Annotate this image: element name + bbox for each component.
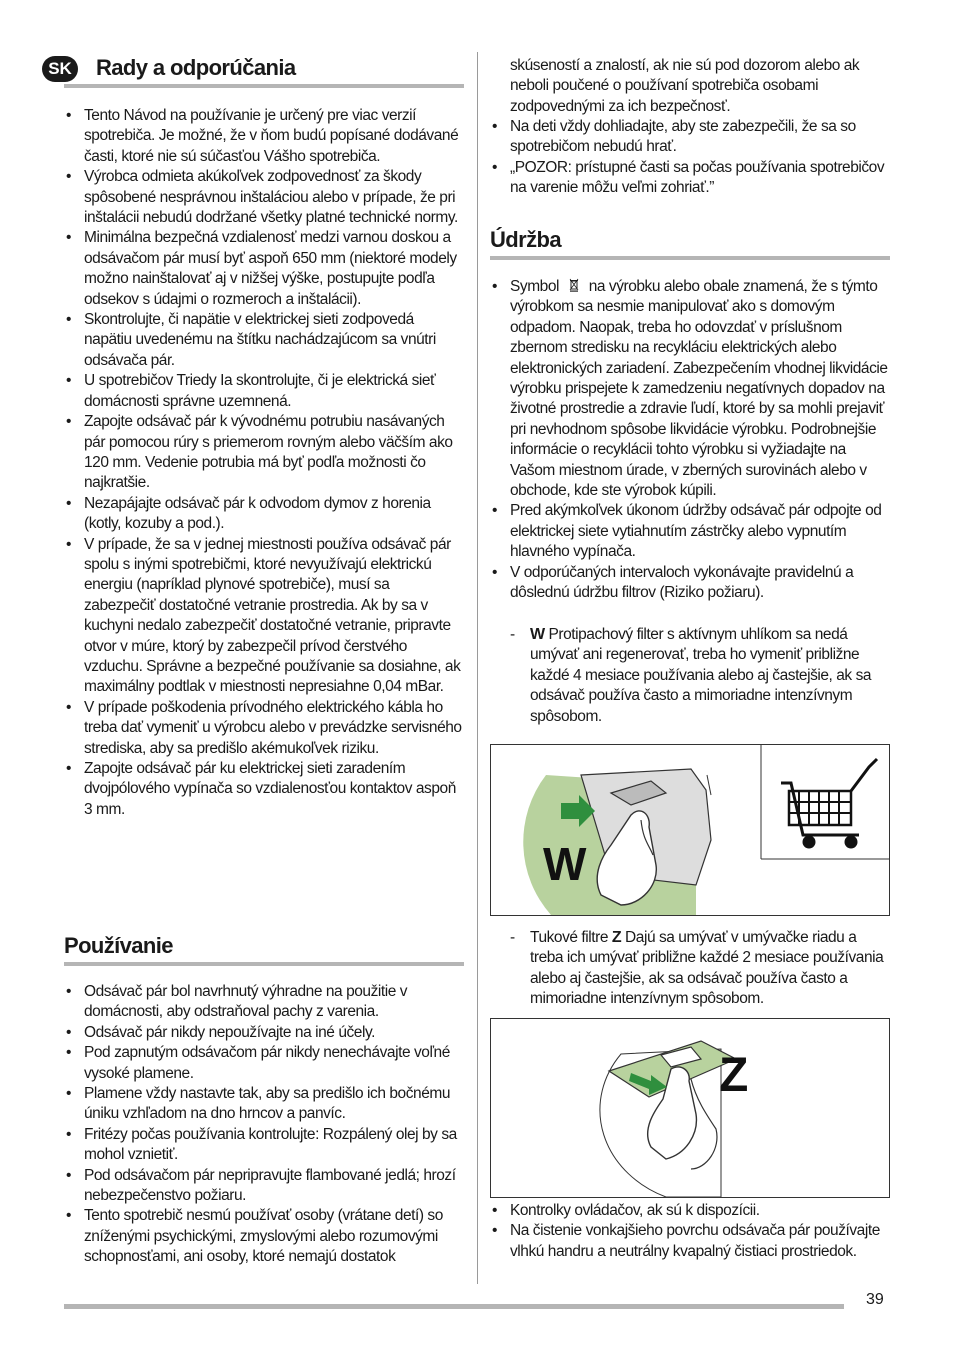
list-item: • Kontrolky ovládačov, ak sú k dispozícii. [490,1201,890,1221]
list-item: • Fritézy počas používania kontrolujte: Rozpálený olej by sa mohol vznietiť. [64,1125,464,1166]
advice-title: Rady a odporúčania [96,55,296,80]
maintenance-list [490,277,890,604]
filter-w-letter: W [530,626,545,643]
filter-z-text: Dajú sa umývať v umývačke riadu a treba ich umývať približne každé 2 mesiace používania alebo aj častejšie, ak sa odsávač používa často a mimoriadne intenzívnym spôsobom. [530,929,884,1008]
usage-heading [64,928,464,966]
filter-z-letter: Z [611,929,622,946]
figure-w [490,744,890,916]
list-item: • Výrobca odmieta akúkoľvek zodpovednosť za škody spôsobené nesprávnou inštaláciou alebo v prípade, že pri inštalácii nebudú dodržané všetky platné technické normy. [64,167,464,228]
list-item: • Pod zapnutým odsávačom pár nikdy nenechávajte voľné vysoké plamene. [64,1043,464,1084]
figure-w-label: W [543,838,587,890]
list-item [510,625,890,727]
filter-w-list [510,625,890,727]
usage-title: Používanie [64,933,173,958]
list-item: • Na čistenie vonkajšieho povrchu odsávača pár používajte vlhkú handru a neutrálny kvapalný čistiaci prostriedok. [490,1221,890,1262]
list-item: • Pod odsávačom pár nepripravujte flambované jedlá; hrozí nebezpečenstvo požiaru. [64,1166,464,1207]
advice-list [64,106,464,820]
list-item: • U spotrebičov Triedy Ia skontrolujte, či je elektrická sieť domácnosti správne uzemnená. [64,371,464,412]
grease-filter-illustration [491,1019,889,1197]
advice-heading [48,50,464,88]
column-divider [477,52,478,1284]
list-item: • Tento spotrebič nesmú používať osoby (vrátane detí) so zníženými psychickými, zmyslovými alebo rozumovými schopnosťami, ani osoby, ktoré nemajú dostatok [64,1206,464,1267]
maintenance-title: Údržba [490,227,561,252]
shopping-cart-icon [781,759,877,847]
list-item: • Odsávač pár nikdy nepoužívajte na iné účely. [64,1023,464,1043]
symbol-lead: Symbol [510,278,559,295]
final-list [490,1201,890,1262]
list-item: • Zapojte odsávač pár k vývodnému potrubiu nasávaných pár pomocou rúry s priemerom rovným alebo väčším ako 120 mm. Vedenie potrubia má byť podľa možnosti čo najkratšie. [64,412,464,494]
list-item: • V odporúčaných intervaloch vykonávajte pravidelnú a dôslednú údržbu filtrov (Riziko požiaru). [490,563,890,604]
figure-z [490,1018,890,1198]
list-item: • Minimálna bezpečná vzdialenosť medzi varnou doskou a odsávačom pár musí byť aspoň 650 mm (niektoré modely možno nainštalovať aj v nižšej výške, postupujte podľa odsekov s údajmi o rozmeroch a inštalácii). [64,228,464,310]
figure-z-label: Z [719,1049,749,1102]
continuation-text: skúseností a znalostí, ak nie sú pod dozorom alebo ak neboli poučené o používaní spotrebiča osobami zodpovednými za ich bezpečnosť. [510,57,860,115]
language-badge: SK [42,56,78,82]
filter-removal-illustration [491,745,889,915]
list-item: • V prípade poškodenia prívodného elektrického kábla ho treba dať vymeniť u výrobcu alebo v prevádzke servisného strediska, aby sa predišlo akémukoľvek riziku. [64,698,464,759]
footer-rule [64,1304,844,1309]
list-item [510,928,890,1010]
list-item: • Skontrolujte, či napätie v elektrickej sieti zodpovedá napätiu uvedenému na štítku nachádzajúcom sa vnútri odsávača pár. [64,310,464,371]
list-item: • Na deti vždy dohliadajte, aby ste zabezpečili, že sa so spotrebičom nebudú hrať. [490,117,890,158]
usage-list-continued [490,117,890,199]
symbol-text: na výrobku alebo obale znamená, že s týmto výrobkom sa nesmie manipulovať ako s domovým odpadom. Naopak, treba ho odovzdať v príslušnom zbernom stredisku na recykláciu elektrických alebo elektronických zariadení. Zabezpečením vhodnej likvidácie výrobku prispejete k zamedzeniu negatívnych dopadov na životné prostredie a zdravie ľudí, ktoré by sa mohli prejaviť pri nevhodnom spôsobe likvidácie výrobku. Podrobnejšie informácie o recyklácii tohto výrobku si vyžiadajte na Vašom miestnom úrade, v zberných surovinách alebo v obchode, kde ste výrobok kúpili. [510,278,888,500]
list-item: • Tento Návod na používanie je určený pre viac verzií spotrebiča. Je možné, že v ňom budú popísané dodávané časti, ktoré nie sú súčasťou Vášho spotrebiča. [64,106,464,167]
filter-z-list [510,928,890,1010]
list-item: • Plamene vždy nastavte tak, aby sa predišlo ich bočnému úniku vzhľadom na dno hrncov a panvíc. [64,1084,464,1125]
wheelie-bin-icon [563,277,585,297]
list-item: • „POZOR: prístupné časti sa počas používania spotrebičov na varenie môžu veľmi zohriať.” [490,158,890,199]
filter-w-text: Protipachový filter s aktívnym uhlíkom sa nedá umývať ani regenerovať, treba ho vymeniť približne každé 4 mesiace používania alebo aj častejšie, ak sa odsávač používa často a mimoriadne intenzívnym spôsobom. [530,626,872,725]
filter-z-lead: Tukové filtre [530,929,608,946]
usage-list [64,982,464,1268]
list-item [490,277,890,501]
page-number: 39 [866,1291,884,1308]
list-item: • Zapojte odsávač pár ku elektrickej sieti zaradením dvojpólového vypínača so vzdialenosťou kontaktov aspoň 3 mm. [64,759,464,820]
list-item: • Odsávač pár bol navrhnutý výhradne na použitie v domácnosti, aby odstraňoval pachy z varenia. [64,982,464,1023]
list-item: • Nezapájajte odsávač pár k odvodom dymov z horenia (kotly, kozuby a pod.). [64,494,464,535]
list-item: • Pred akýmkoľvek úkonom údržby odsávač pár odpojte od elektrickej siete vytiahnutím zástrčky alebo vypnutím hlavného vypínača. [490,501,890,562]
maintenance-heading [490,222,890,260]
list-item: • V prípade, že sa v jednej miestnosti používa odsávač pár spolu s inými spotrebičmi, ktoré nevyužívajú elektrickú energiu (napríklad plynové spotrebiče), musí sa zabezpečiť dostatočné vetranie prostredia. Ak by sa v kuchyni nedalo zabezpečiť dostatočné vetranie, pripravte otvor v múre, ktorý by zabezpečil prívod čerstvého vzduchu. Správne a bezpečné používanie sa dosiahne, ak maximálny podtlak v miestnosti nepresiahne 0,04 mBar. [64,535,464,698]
